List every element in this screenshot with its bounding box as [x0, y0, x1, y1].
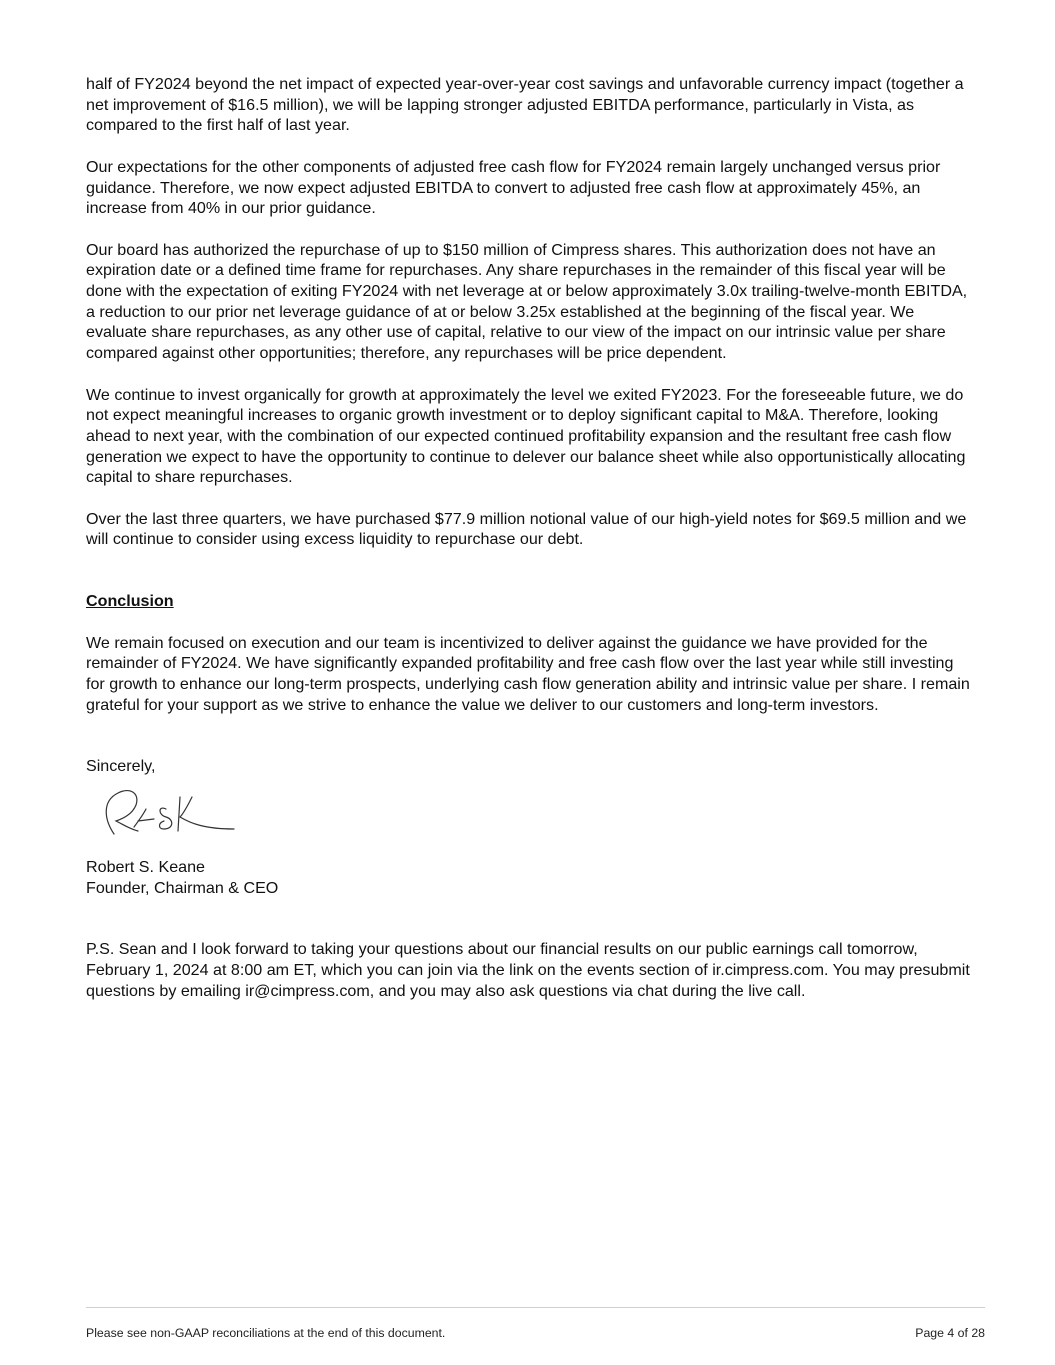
signer-title: Founder, Chairman & CEO — [86, 878, 279, 897]
signature-stroke-s — [160, 808, 172, 829]
closing-salutation: Sincerely, — [86, 757, 156, 776]
page-number: Page 4 of 28 — [915, 1326, 985, 1340]
paragraph-share-repurchase: Our board has authorized the repurchase of up to $150 million of Cimpress shares. This authorization does not have an expiration date or a defined time frame for repurchases. Any share repurchases in the remainder of this fiscal year will be done with the expectation of exiting FY2024 with net leverage at or below approximately 3.0x trailing-twelve-month EBITDA, a reduction to our prior net leverage guidance of at or below 3.25x established at the beginning of the fiscal year. We evaluate share repurchases, as any other use of capital, relative to our view of the impact on our intrinsic value per share compared against other opportunities; therefore, any repurchases will be price dependent. — [86, 240, 968, 363]
paragraph-free-cash-flow-guidance: Our expectations for the other components of adjusted free cash flow for FY2024 remain largely unchanged versus prior guidance. Therefore, we now expect adjusted EBITDA to convert to adjusted free cash flow at approximately 45%, an increase from 40% in our prior guidance. — [86, 157, 941, 218]
page-footer — [86, 1307, 985, 1341]
paragraph-notes-repurchase: Over the last three quarters, we have purchased $77.9 million notional value of our high-yield notes for $69.5 million and we will continue to consider using excess liquidity to repurchase our debt. — [86, 509, 967, 549]
signature-stroke-k — [178, 797, 234, 831]
signer-name: Robert S. Keane — [86, 858, 205, 877]
signature-stroke-r — [106, 791, 138, 834]
conclusion-heading: Conclusion — [86, 592, 174, 611]
paragraph-organic-investment: We continue to invest organically for growth at approximately the level we exited FY2023. For the foreseeable future, we do not expect meaningful increases to organic growth investment or to deploy significant capital to M&A. Therefore, looking ahead to next year, with the combination of our expected continued profitability expansion and the resultant free cash flow generation we expect to have the opportunity to continue to delever our balance sheet while also opportunistically allocating capital to share repurchases. — [86, 385, 966, 487]
paragraph-conclusion: We remain focused on execution and our team is incentivized to deliver against the guidance we have provided for the remainder of FY2024. We have significantly expanded profitability and free cash flow over the last year while still investing for growth to enhance our long-term prospects, underlying cash flow generation ability and intrinsic value per share. I remain grateful for your support as we strive to enhance the value we deliver to our customers and long-term investors. — [86, 633, 970, 714]
postscript: P.S. Sean and I look forward to taking your questions about our financial results on our public earnings call tomorrow, February 1, 2024 at 8:00 am ET, which you can join via the link on the events section of ir.cimpress.com. You may presubmit questions by emailing ir@cimpress.com, and you may also ask questions via chat during the live call. — [86, 940, 970, 1000]
signer-block — [86, 857, 971, 898]
handwritten-signature — [94, 779, 244, 849]
letter-body — [86, 74, 971, 1002]
paragraph-ebitda-second-half: half of FY2024 beyond the net impact of expected year-over-year cost savings and unfavorable currency impact (together a net improvement of $16.5 million), we will be lapping stronger adjusted EBITDA performance, particularly in Vista, as compared to the first half of last year. — [86, 75, 964, 135]
footer-note: Please see non-GAAP reconciliations at the end of this document. — [86, 1326, 446, 1340]
signature-stroke-t — [134, 809, 154, 827]
